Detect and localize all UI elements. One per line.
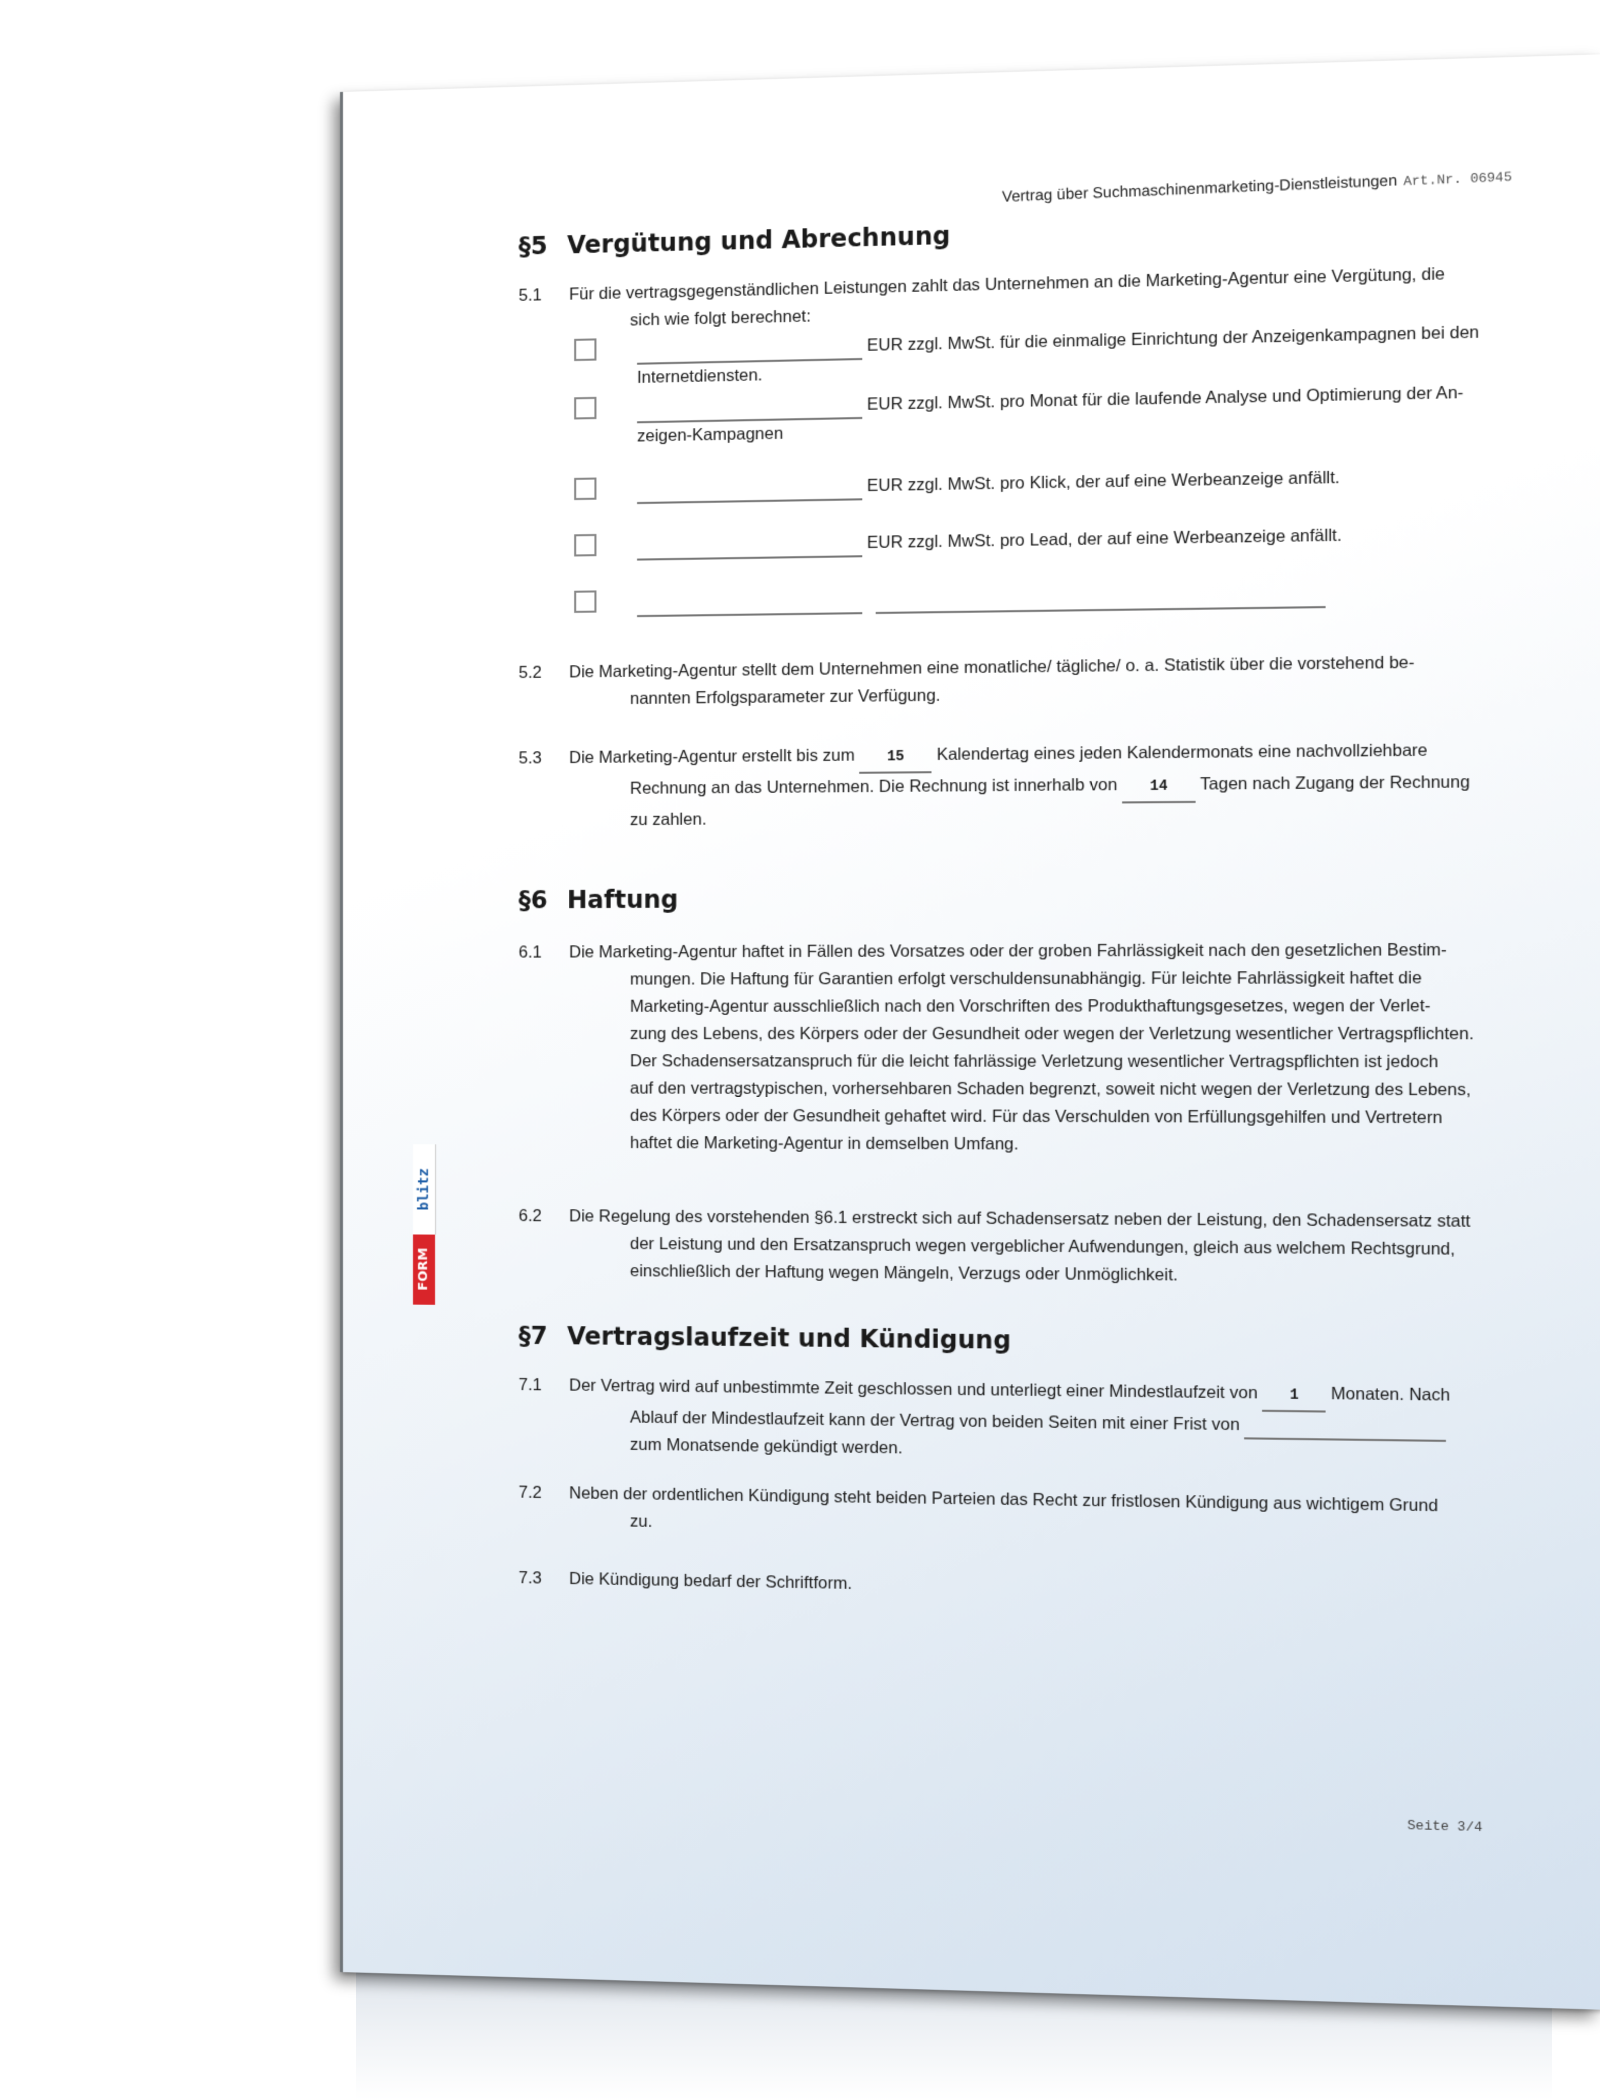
section-number: §5 bbox=[518, 231, 548, 261]
clause-text: Monaten. Nach bbox=[1330, 1384, 1451, 1405]
amount-blank[interactable] bbox=[637, 537, 862, 561]
clause-text: Der Vertrag wird auf unbestimmte Zeit geschlossen und unterliegt einer Mindestlaufzeit von bbox=[569, 1376, 1258, 1403]
clause-text: Die Marketing-Agentur erstellt bis zum bbox=[569, 746, 855, 768]
clause-line: Marketing-Agentur ausschließlich nach den Vorschriften des Produkthaftungsgesetzes, wegen der Verlet- bbox=[629, 996, 1431, 1016]
section-7-title bbox=[519, 1322, 1011, 1355]
section-5-title bbox=[519, 222, 951, 261]
section-number: §6 bbox=[518, 886, 548, 915]
notice-period-blank[interactable] bbox=[1245, 1419, 1447, 1442]
clause-6-1 bbox=[519, 937, 1493, 1161]
clause-number: 5.1 bbox=[518, 286, 542, 305]
section-heading: Vergütung und Abrechnung bbox=[567, 221, 951, 260]
option-checkbox[interactable] bbox=[574, 534, 596, 557]
page-number: Seite 3/4 bbox=[1407, 1817, 1483, 1836]
clause-line: zung des Lebens, des Körpers oder der Gesundheit oder wegen der Verletzung wesentlicher Vertragspflichten. bbox=[629, 1024, 1474, 1044]
logo-blitz-text: blitz bbox=[413, 1144, 436, 1234]
clause-text: Für die vertragsgegenständlichen Leistungen zahlt das Unternehmen an die Marketing-Agentur eine Vergütung, die bbox=[569, 264, 1445, 304]
clause-number: 7.2 bbox=[518, 1483, 542, 1502]
clause-text: zu. bbox=[629, 1512, 653, 1531]
clause-line: Die Marketing-Agentur haftet in Fällen des Vorsatzes oder der groben Fahrlässigkeit nach den gesetzlichen Bestim- bbox=[569, 940, 1447, 962]
clause-number: 5.2 bbox=[518, 663, 542, 683]
clause-number: 7.3 bbox=[518, 1569, 542, 1588]
clause-line: mungen. Die Haftung für Garantien erfolgt verschuldensunabhängig. Für leichte Fahrlässigkeit haftet die bbox=[629, 968, 1422, 989]
option-per-lead bbox=[574, 520, 1493, 562]
option-text: EUR zzgl. MwSt. pro Klick, der auf eine Werbeanzeige anfällt. bbox=[867, 468, 1340, 496]
option-per-click bbox=[574, 462, 1493, 505]
clause-text: Rechnung an das Unternehmen. Die Rechnung ist innerhalb von bbox=[629, 775, 1118, 798]
document-page bbox=[340, 54, 1600, 2009]
min-term-months-value[interactable]: 1 bbox=[1263, 1382, 1327, 1413]
option-checkbox[interactable] bbox=[574, 590, 596, 612]
invoice-day-value[interactable]: 15 bbox=[859, 744, 931, 774]
section-6-title bbox=[519, 885, 679, 914]
option-text: EUR zzgl. MwSt. für die einmalige Einrichtung der Anzeigenkampagnen bei den bbox=[867, 323, 1480, 355]
option-custom bbox=[574, 578, 1493, 618]
clause-5-2 bbox=[519, 648, 1493, 714]
clause-text: zu zahlen. bbox=[629, 810, 707, 830]
amount-blank[interactable] bbox=[637, 594, 862, 617]
clause-line: haftet die Marketing-Agentur in demselben Umfang. bbox=[629, 1133, 1019, 1154]
option-text: EUR zzgl. MwSt. pro Monat für die laufende Analyse und Optimierung der An- bbox=[867, 383, 1464, 414]
clause-line: einschließlich der Haftung wegen Mängeln, Verzugs oder Unmöglichkeit. bbox=[629, 1262, 1178, 1285]
clause-text: Kalendertag eines jeden Kalendermonats eine nachvollziehbare bbox=[936, 741, 1428, 765]
section-heading: Vertragslaufzeit und Kündigung bbox=[567, 1322, 1012, 1355]
clause-line: auf den vertragstypischen, vorhersehbaren Schaden begrenzt, soweit nicht wegen der Verletzung des Lebens, bbox=[629, 1079, 1471, 1100]
clause-7-1 bbox=[519, 1372, 1493, 1471]
clause-text: Tagen nach Zugang der Rechnung bbox=[1200, 773, 1470, 794]
article-number: Art.Nr. 06945 bbox=[1403, 169, 1513, 190]
payment-days-value[interactable]: 14 bbox=[1122, 773, 1196, 803]
clause-line: des Körpers oder der Gesundheit gehaftet wird. Für das Verschulden von Erfüllungsgehilfen und Vertretern bbox=[629, 1106, 1443, 1128]
option-checkbox[interactable] bbox=[574, 397, 596, 420]
clause-5-3 bbox=[519, 737, 1493, 835]
option-checkbox[interactable] bbox=[574, 338, 596, 361]
option-checkbox[interactable] bbox=[574, 478, 596, 501]
clause-line: Die Regelung des vorstehenden §6.1 erstreckt sich auf Schadensersatz neben der Leistung, den Schadensersatz statt bbox=[569, 1207, 1471, 1231]
section-number: §7 bbox=[518, 1321, 548, 1351]
clause-text: Neben der ordentlichen Kündigung steht beiden Parteien das Recht zur fristlosen Kündigung aus wichtigem Grund bbox=[569, 1484, 1439, 1516]
option-text-cont: zeigen-Kampagnen bbox=[637, 424, 784, 446]
clause-number: 5.3 bbox=[518, 749, 542, 768]
option-text-cont: Internetdiensten. bbox=[637, 366, 763, 387]
clause-text: zum Monatsende gekündigt werden. bbox=[629, 1435, 903, 1458]
clause-number: 7.1 bbox=[518, 1375, 542, 1395]
clause-text: nannten Erfolgsparameter zur Verfügung. bbox=[629, 686, 941, 709]
option-text: EUR zzgl. MwSt. pro Lead, der auf eine Werbeanzeige anfällt. bbox=[867, 526, 1342, 553]
formblitz-logo bbox=[413, 1144, 435, 1305]
clause-text: Die Kündigung bedarf der Schriftform. bbox=[569, 1569, 852, 1593]
clause-text: Ablauf der Mindestlaufzeit kann der Vertrag von beiden Seiten mit einer Frist von bbox=[629, 1408, 1240, 1435]
document-header bbox=[1002, 167, 1512, 206]
amount-blank[interactable] bbox=[637, 399, 862, 424]
clause-text: sich wie folgt berechnet: bbox=[629, 307, 811, 330]
clause-6-2 bbox=[519, 1203, 1493, 1292]
section-heading: Haftung bbox=[567, 885, 679, 915]
clause-number: 6.1 bbox=[518, 943, 542, 962]
clause-line: Der Schadensersatzanspruch für die leicht fahrlässige Verletzung wesentlicher Vertragspflichten ist jedoch bbox=[629, 1052, 1439, 1072]
clause-number: 6.2 bbox=[518, 1206, 542, 1226]
logo-form-text: FORM bbox=[413, 1234, 435, 1304]
clause-7-3 bbox=[519, 1565, 1493, 1609]
amount-blank[interactable] bbox=[637, 480, 862, 504]
clause-line: der Leistung und den Ersatzanspruch wegen vergeblicher Aufwendungen, gleich aus welchem Rechtsgrund, bbox=[629, 1234, 1456, 1259]
description-blank[interactable] bbox=[875, 588, 1325, 615]
clause-text: Die Marketing-Agentur stellt dem Unternehmen eine monatliche/ tägliche/ o. a. Statistik über die vorstehend be- bbox=[569, 653, 1415, 682]
clause-7-2 bbox=[519, 1480, 1493, 1550]
document-title: Vertrag über Suchmaschinenmarketing-Dienstleistungen bbox=[1002, 171, 1398, 206]
